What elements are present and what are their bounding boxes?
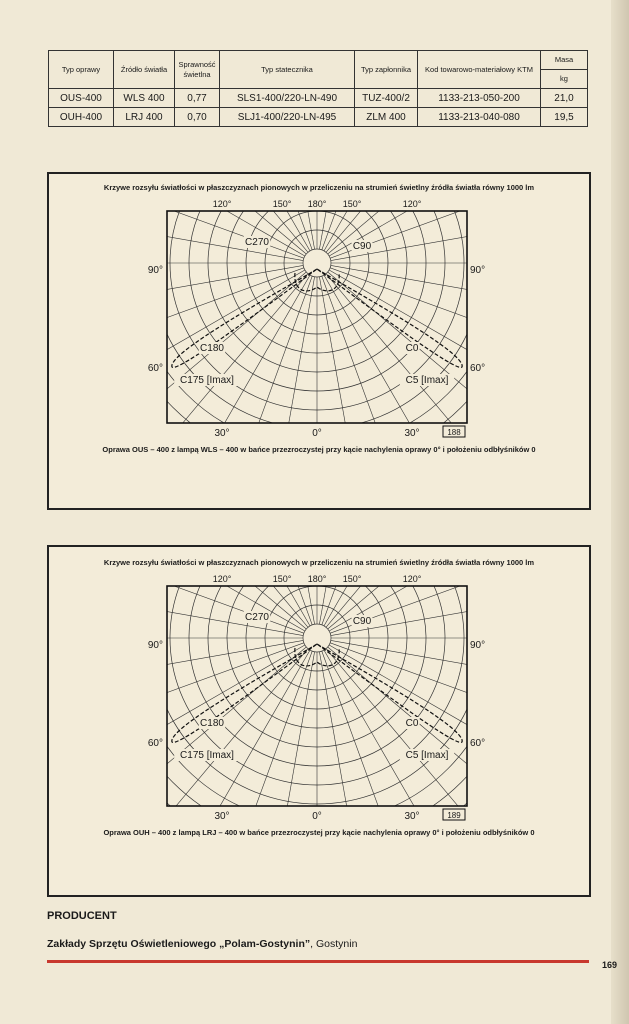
table-cell: 19,5 — [541, 108, 588, 127]
distribution-curve — [317, 644, 462, 742]
grid-circle — [303, 249, 331, 277]
table-cell: 0,77 — [175, 89, 220, 108]
right-angle-label: 90° — [470, 640, 486, 651]
grid-circle — [119, 193, 519, 443]
table-cell: LRJ 400 — [114, 108, 175, 127]
curve-label: C180 — [200, 343, 224, 354]
curve-label: C180 — [200, 718, 224, 729]
grid-ray — [330, 268, 519, 434]
diagram-footer: Oprawa OUS – 400 z lampą WLS – 400 w bańce przezroczystej przy kącie nachylenia oprawy 0° i położeniu odbłyśników 0 — [102, 445, 536, 454]
grid-ray — [326, 274, 519, 443]
left-angle-label: 90° — [147, 640, 163, 651]
table-cell: WLS 400 — [114, 89, 175, 108]
left-angle-label: 60° — [147, 738, 163, 749]
grid-circle — [119, 193, 519, 443]
right-angle-label: 90° — [470, 265, 486, 276]
curve-label: C270 — [245, 612, 269, 623]
grid-circle — [119, 193, 519, 443]
grid-circle — [119, 568, 519, 826]
top-angle-label: 180° — [307, 199, 327, 209]
polar-diagram — [119, 568, 519, 826]
top-angle-label: 120° — [402, 574, 422, 584]
figure-number: 188 — [447, 428, 461, 437]
bottom-angle-label: 30° — [214, 811, 230, 822]
grid-ray — [146, 276, 312, 443]
producer-heading: PRODUCENT — [47, 910, 117, 922]
bottom-angle-label: 30° — [214, 428, 230, 439]
table-cell: OUS-400 — [49, 89, 114, 108]
diagram-caption: Krzywe rozsyłu światłości w płaszczyznach pionowych w przeliczeniu na strumień świetlny źródła światła równy 1000 lm — [103, 558, 535, 567]
producer-name: Zakłady Sprzętu Oświetleniowego „Polam-Gostynin” — [47, 938, 311, 950]
page-number: 169 — [601, 960, 617, 970]
grid-ray — [322, 276, 488, 443]
figure-number: 189 — [447, 811, 461, 820]
right-angle-label: 60° — [470, 738, 486, 749]
producer-city: , Gostynin — [310, 938, 358, 950]
top-angle-label: 150° — [342, 574, 362, 584]
bottom-angle-label: 0° — [312, 811, 322, 822]
page-edge-shadow — [611, 0, 629, 1024]
diagram-panel-1 — [47, 172, 591, 510]
table-cell: 21,0 — [541, 89, 588, 108]
distribution-curve — [317, 269, 462, 367]
grid-circle — [119, 568, 519, 826]
grid-circle — [119, 568, 519, 826]
header-ballast-type: Typ statecznika — [220, 51, 355, 89]
grid-circle — [119, 193, 519, 443]
diagram-panel-2 — [47, 545, 591, 897]
table-cell: 1133-213-040-080 — [418, 108, 541, 127]
grid-circle — [119, 568, 519, 826]
curve-label: C175 [Imax] — [180, 750, 234, 761]
header-fixture-type: Typ oprawy — [49, 51, 114, 89]
table-cell: SLS1-400/220-LN-490 — [220, 89, 355, 108]
header-mass-unit: kg — [541, 70, 588, 89]
table-cell: 1133-213-050-200 — [418, 89, 541, 108]
grid-circle — [119, 193, 519, 443]
header-ktm-code: Kod towarowo-materiałowy KTM — [418, 51, 541, 89]
curve-label: C0 — [405, 343, 419, 354]
bottom-angle-label: 30° — [404, 811, 420, 822]
right-angle-label: 60° — [470, 363, 486, 374]
grid-ray — [230, 652, 314, 826]
curve-label: C90 — [352, 616, 372, 627]
table-cell: OUH-400 — [49, 108, 114, 127]
curve-label: C5 [Imax] — [405, 750, 449, 761]
bottom-angle-label: 30° — [404, 428, 420, 439]
grid-circle — [119, 193, 519, 443]
table-row — [49, 89, 588, 108]
producer-line — [47, 938, 357, 950]
table-header-row — [49, 51, 588, 70]
curve-label: C90 — [352, 241, 372, 252]
grid-ray — [319, 652, 403, 826]
curve-label: C5 [Imax] — [405, 375, 449, 386]
header-mass: Masa — [541, 51, 588, 70]
curve-label: C270 — [245, 237, 269, 248]
grid-ray — [322, 651, 488, 826]
grid-circle — [119, 193, 519, 443]
grid-ray — [146, 651, 312, 826]
grid-circle — [119, 568, 519, 826]
bottom-angle-label: 0° — [312, 428, 322, 439]
top-angle-label: 150° — [272, 199, 292, 209]
curve-label: C175 [Imax] — [180, 375, 234, 386]
table-cell: ZLM 400 — [355, 108, 418, 127]
grid-circle — [119, 568, 519, 826]
grid-circle — [119, 568, 519, 826]
grid-circle — [119, 568, 519, 826]
table-row — [49, 108, 588, 127]
top-angle-label: 150° — [342, 199, 362, 209]
grid-circle — [303, 624, 331, 652]
grid-circle — [119, 193, 519, 443]
grid-circle — [119, 568, 519, 826]
grid-group — [119, 568, 519, 826]
top-angle-label: 120° — [212, 574, 232, 584]
divider-line — [47, 960, 589, 963]
top-angle-label: 120° — [402, 199, 422, 209]
diagram-caption: Krzywe rozsyłu światłości w płaszczyznach pionowych w przeliczeniu na strumień świetlny źródła światła równy 1000 lm — [103, 183, 535, 192]
table-cell: SLJ1-400/220-LN-495 — [220, 108, 355, 127]
top-angle-label: 120° — [212, 199, 232, 209]
grid-group — [119, 193, 519, 443]
distribution-curve — [172, 644, 317, 742]
diagram-footer: Oprawa OUH – 400 z lampą LRJ – 400 w bańce przezroczystej przy kącie nachylenia oprawy 0° i położeniu odbłyśników 0 — [103, 828, 535, 837]
grid-circle — [119, 193, 519, 443]
header-efficiency: Sprawność świetlna — [175, 51, 220, 89]
grid-circle — [119, 568, 519, 826]
header-light-source: Źródło światła — [114, 51, 175, 89]
polar-diagram — [119, 193, 519, 443]
top-angle-label: 180° — [307, 574, 327, 584]
grid-circle — [119, 568, 519, 826]
left-angle-label: 60° — [147, 363, 163, 374]
grid-circle — [119, 568, 519, 826]
distribution-curve — [172, 269, 317, 367]
specification-table — [48, 50, 588, 127]
grid-circle — [119, 193, 519, 443]
grid-circle — [119, 193, 519, 443]
top-angle-label: 150° — [272, 574, 292, 584]
table-cell: TUZ-400/2 — [355, 89, 418, 108]
table-cell: 0,70 — [175, 108, 220, 127]
grid-circle — [119, 193, 519, 443]
left-angle-label: 90° — [147, 265, 163, 276]
curve-label: C0 — [405, 718, 419, 729]
header-igniter-type: Typ zapłonnika — [355, 51, 418, 89]
grid-ray — [330, 643, 519, 809]
